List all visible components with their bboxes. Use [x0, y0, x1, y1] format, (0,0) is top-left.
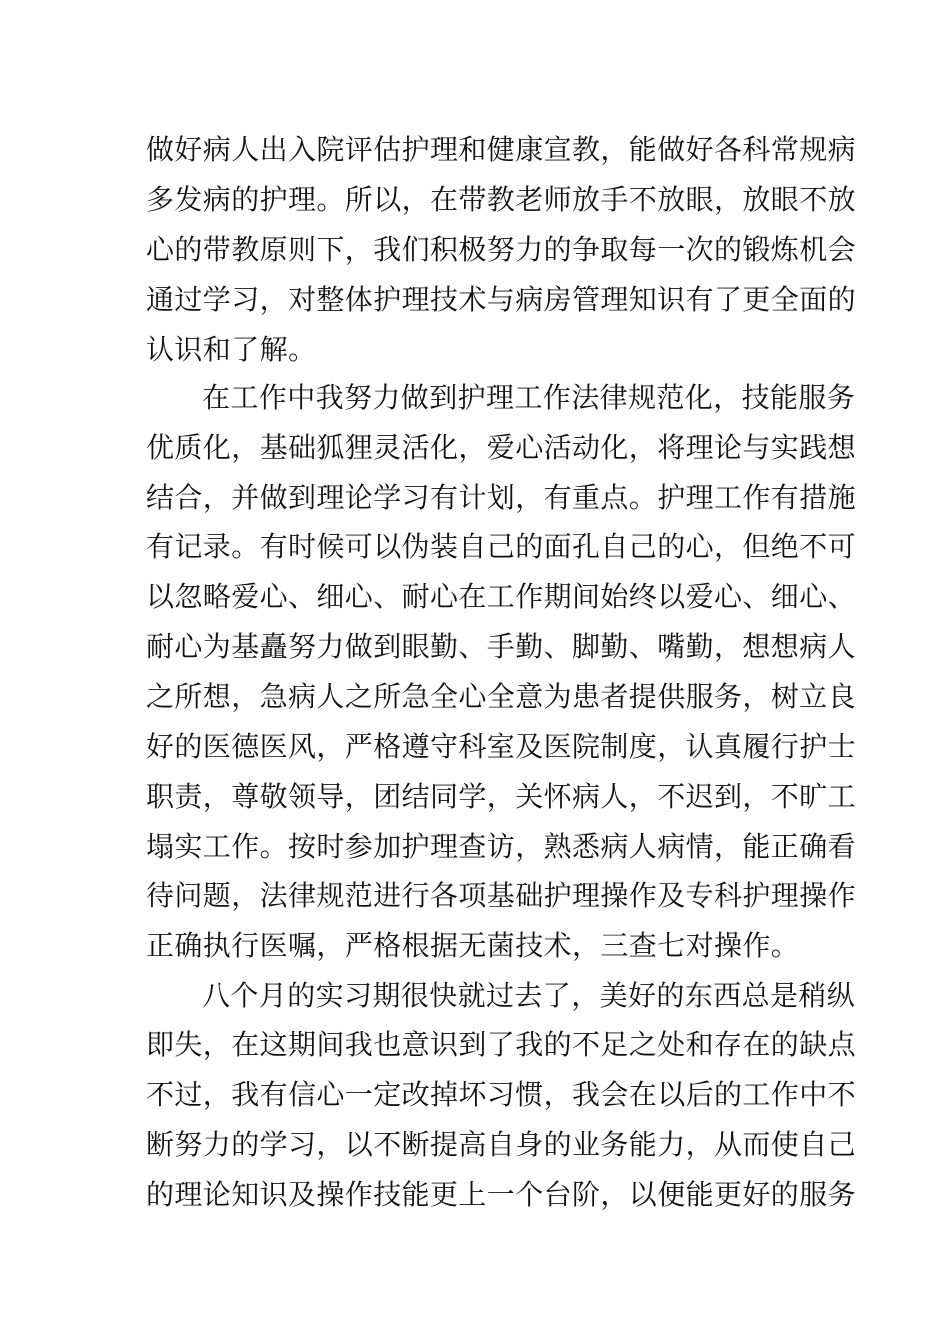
text-line: 不过，我有信心一定改掉坏习惯，我会在以后的工作中不	[146, 1078, 857, 1111]
text-line: 职责，尊敬领导，团结同学，关怀病人，不迟到，不旷工	[146, 780, 857, 813]
text-line: 断努力的学习，以不断提高自身的业务能力，从而使自己	[146, 1128, 857, 1161]
text-line: 之所想，急病人之所急全心全意为患者提供服务，树立良	[146, 680, 857, 713]
text-line: 耐心为基矗努力做到眼勤、手勤、脚勤、嘴勤，想想病人	[146, 630, 857, 663]
text-line: 待问题，法律规范进行各项基础护理操作及专科护理操作	[146, 879, 857, 912]
text-line: 做好病人出入院评估护理和健康宣教，能做好各科常规病	[146, 133, 857, 166]
text-line: 好的医德医风，严格遵守科室及医院制度，认真履行护士	[146, 730, 857, 763]
text-line: 的理论知识及操作技能更上一个台阶，以便能更好的服务	[146, 1178, 857, 1211]
text-line: 通过学习，对整体护理技术与病房管理知识有了更全面的	[146, 283, 857, 316]
text-line: 即失，在这期间我也意识到了我的不足之处和存在的缺点	[146, 1028, 857, 1061]
text-line: 心的带教原则下，我们积极努力的争取每一次的锻炼机会	[146, 233, 857, 266]
text-line: 以忽略爱心、细心、耐心在工作期间始终以爱心、细心、	[146, 580, 857, 613]
paragraph-first-line: 八个月的实习期很快就过去了，美好的东西总是稍纵	[202, 979, 856, 1012]
text-line: 有记录。有时候可以伪装自己的面孔自己的心，但绝不可	[146, 530, 857, 563]
text-line: 优质化，基础狐狸灵活化，爱心活动化，将理论与实践想	[146, 431, 857, 464]
text-line: 多发病的护理。所以，在带教老师放手不放眼，放眼不放	[146, 183, 857, 216]
text-line: 结合，并做到理论学习有计划，有重点。护理工作有措施	[146, 481, 857, 514]
text-line: 认识和了解。	[146, 333, 317, 366]
paragraph-first-line: 在工作中我努力做到护理工作法律规范化，技能服务	[202, 381, 856, 414]
text-line: 正确执行医嘱，严格根据无菌技术，三查七对操作。	[146, 929, 800, 962]
text-line: 塌实工作。按时参加护理查访，熟悉病人病情，能正确看	[146, 830, 857, 863]
